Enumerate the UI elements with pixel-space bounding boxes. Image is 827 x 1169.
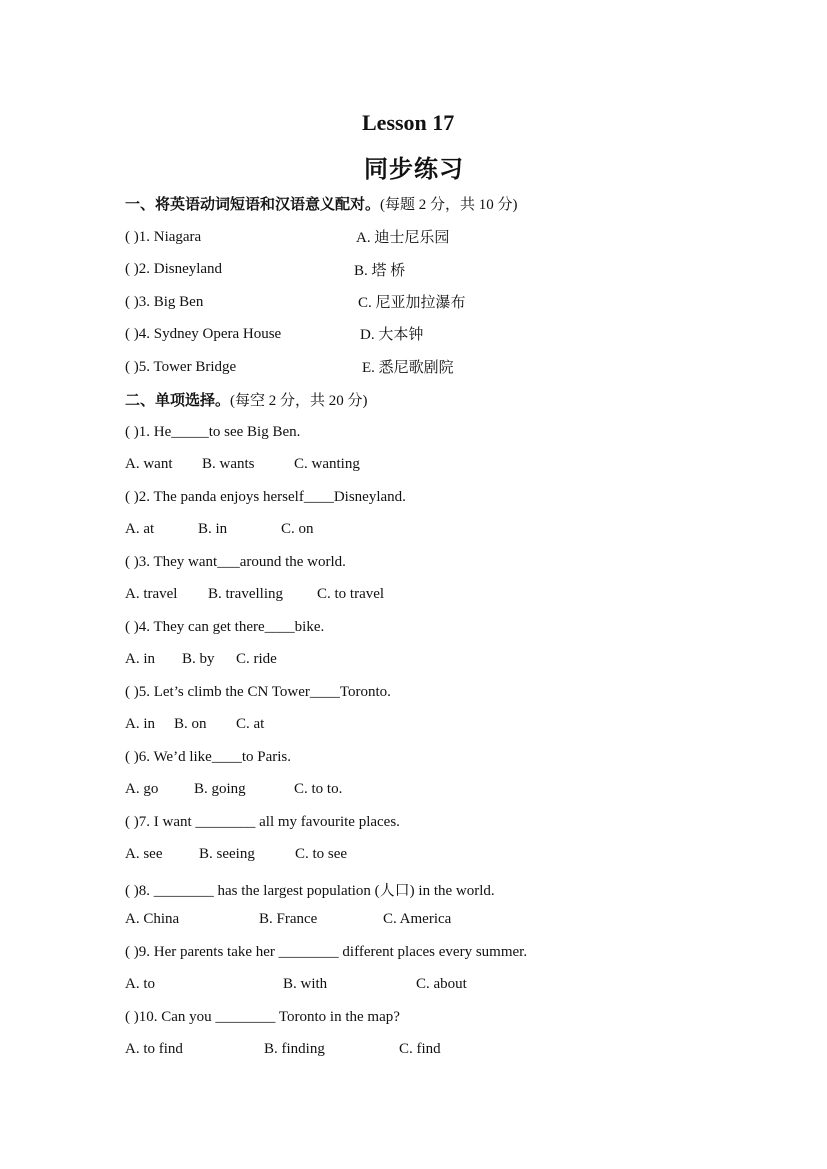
option-b: B. going [194,781,246,797]
question-5: ( )5. Let’s climb the CN Tower____Toronto. [125,684,391,700]
match-item-1-question: ( )1. Niagara [125,229,202,245]
options-1 [125,456,725,476]
question-8: ( )8. ________ has the largest population (人口) in the world. [125,883,495,899]
option-b: B. in [198,521,228,537]
match-item-4-answer: D. 大本钟 [360,327,424,343]
option-c: C. America [383,911,452,927]
match-item-5-question: ( )5. Tower Bridge [125,359,237,375]
section1-score: (每题 2 分，共 10 分) [380,197,518,213]
options-7 [125,846,725,866]
options-3 [125,586,725,606]
page-subtitle: 同步练习 [364,157,464,183]
match-item-4-question: ( )4. Sydney Opera House [125,326,282,342]
match-item-1-answer: A. 迪士尼乐园 [356,230,450,246]
question-9: ( )9. Her parents take her ________ different places every summer. [125,944,528,960]
question-1: ( )1. He_____to see Big Ben. [125,424,301,440]
question-6: ( )6. We’d like____to Paris. [125,749,291,765]
option-b: B. finding [264,1041,325,1057]
match-item-3-question: ( )3. Big Ben [125,294,204,310]
option-c: C. wanting [294,456,360,472]
match-item-2-question: ( )2. Disneyland [125,261,223,277]
option-c: C. to see [295,846,348,862]
question-2: ( )2. The panda enjoys herself____Disneyland. [125,489,406,505]
options-10 [125,1041,725,1061]
option-a: A. China [125,911,180,927]
match-item-5-answer: E. 悉尼歌剧院 [362,360,454,376]
option-c: C. about [416,976,467,992]
options-4 [125,651,725,671]
option-a: A. in [125,716,155,732]
match-item-3-answer: C. 尼亚加拉瀑布 [358,295,466,311]
options-9 [125,976,725,996]
option-a: A. to [125,976,155,992]
options-5 [125,716,725,736]
question-4: ( )4. They can get there____bike. [125,619,325,635]
option-a: A. at [125,521,155,537]
option-a: A. go [125,781,159,797]
option-c: C. to travel [317,586,385,602]
match-item-2-answer: B. 塔 桥 [354,263,406,279]
option-c: C. find [399,1041,441,1057]
question-7: ( )7. I want ________ all my favourite places. [125,814,400,830]
question-10: ( )10. Can you ________ Toronto in the map? [125,1009,400,1025]
option-a: A. see [125,846,163,862]
lesson-title: Lesson 17 [362,110,455,135]
option-c: C. to to. [294,781,343,797]
options-2 [125,521,725,541]
option-c: C. at [236,716,265,732]
option-b: B. wants [202,456,255,472]
options-8 [125,911,725,931]
options-6 [125,781,725,801]
option-a: A. in [125,651,155,667]
section2-heading-row [125,389,368,410]
option-a: A. want [125,456,173,472]
option-c: C. ride [236,651,277,667]
section1-heading-row [125,193,518,214]
question-3: ( )3. They want___around the world. [125,554,346,570]
option-b: B. travelling [208,586,283,602]
section2-score: (每空 2 分，共 20 分) [230,393,368,409]
option-b: B. on [174,716,207,732]
section1-heading: 一、将英语动词短语和汉语意义配对。 [125,197,381,213]
option-b: B. with [283,976,328,992]
option-c: C. on [281,521,314,537]
section2-heading: 二、单项选择。 [125,393,231,409]
option-b: B. seeing [199,846,255,862]
option-b: B. by [182,651,215,667]
option-a: A. travel [125,586,178,602]
option-b: B. France [259,911,318,927]
option-a: A. to find [125,1041,183,1057]
